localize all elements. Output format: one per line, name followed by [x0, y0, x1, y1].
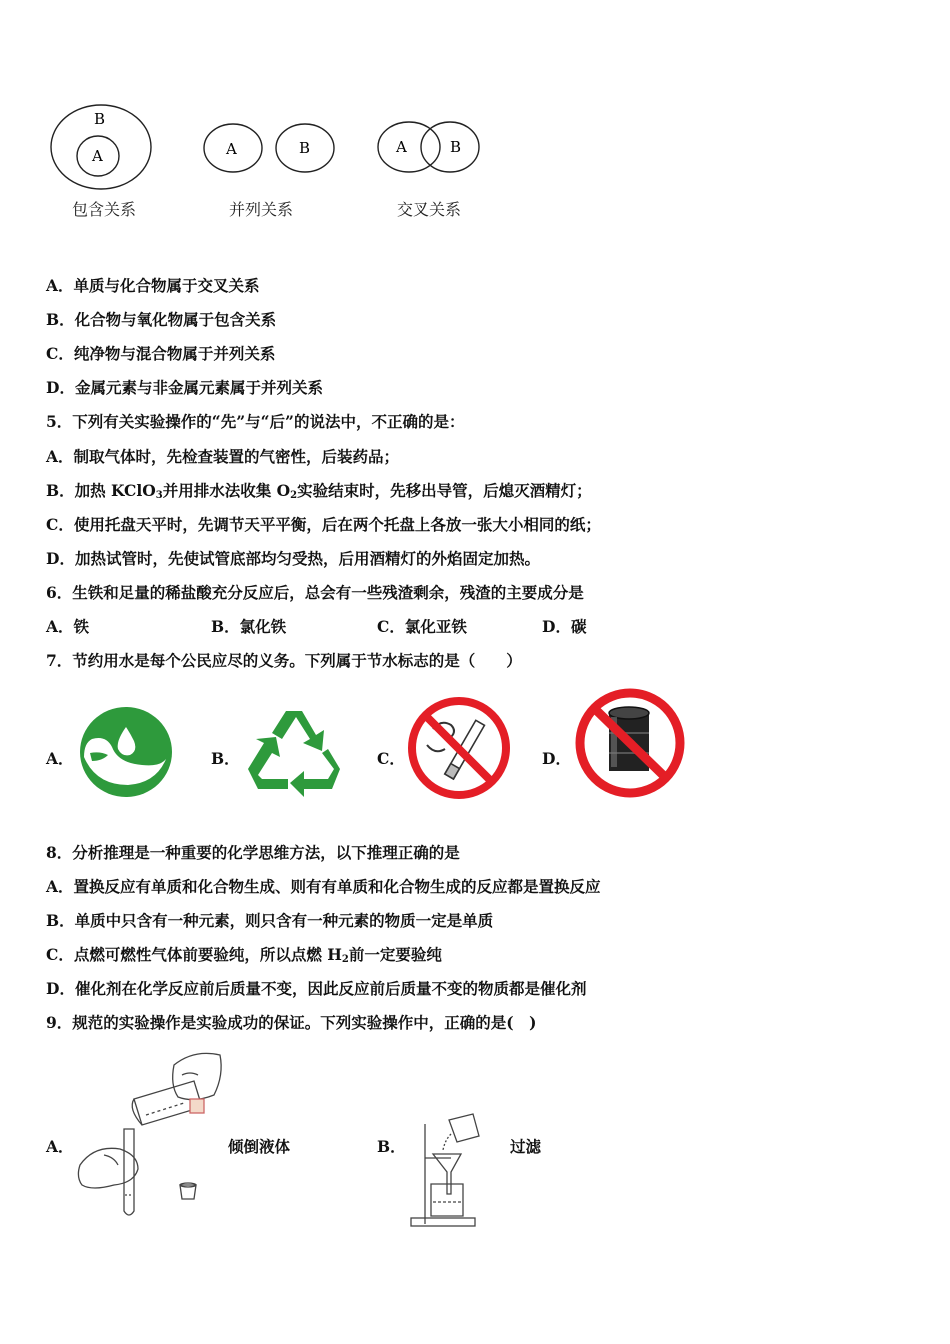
- q5-b-text-1: B．加热 KClO: [46, 481, 156, 500]
- q7-label-a: A．: [46, 749, 74, 768]
- q8-option-c: [46, 945, 442, 970]
- water-saving-logo: [78, 705, 174, 799]
- caption-inclusion: 包含关系: [72, 200, 137, 219]
- q8-c-text-1: C．点燃可燃性气体前要验纯，所以点燃 H: [46, 945, 342, 964]
- recycle-icon: [242, 705, 346, 799]
- q9-stem: 9．规范的实验操作是实验成功的保证。下列实验操作中，正确的是( ): [46, 1013, 537, 1032]
- q7-stem: 7．节约用水是每个公民应尽的义务。下列属于节水标志的是（ ）: [46, 651, 522, 670]
- caption-parallel: 并列关系: [229, 200, 294, 219]
- no-oil-barrel-icon: [573, 687, 687, 799]
- q9-caption-a: 倾倒液体: [228, 1137, 291, 1156]
- q6-stem: 6．生铁和足量的稀盐酸充分反应后，总会有一些残渣剩余，残渣的主要成分是: [46, 583, 584, 602]
- label-a: A: [92, 147, 103, 165]
- q7-label-c: C．: [377, 749, 405, 768]
- q8-option-b: B．单质中只含有一种元素，则只含有一种元素的物质一定是单质: [46, 911, 494, 930]
- q9-label-b: B．: [377, 1137, 406, 1156]
- no-smoking-icon: [405, 695, 513, 801]
- q5-b-text-2: 并用排水法收集 O: [162, 481, 291, 500]
- caption-intersection: 交叉关系: [397, 200, 462, 219]
- label-a: A: [226, 140, 237, 158]
- q5-option-a: A．制取气体时，先检查装置的气密性，后装药品；: [46, 447, 400, 466]
- label-b: B: [299, 139, 311, 157]
- q6-option-a: A．铁: [46, 617, 90, 636]
- q9-label-a: A．: [46, 1137, 74, 1156]
- q8-stem: 8．分析推理是一种重要的化学思维方法，以下推理正确的是: [46, 843, 460, 862]
- q7-label-b: B．: [211, 749, 240, 768]
- q8-c-sub: 2: [341, 954, 349, 965]
- q5-b-text-3: 实验结束时，先移出导管，后熄灭酒精灯；: [297, 481, 592, 500]
- q7-label-d: D．: [542, 749, 571, 768]
- q5-stem: 5．下列有关实验操作的“先”与“后”的说法中，不正确的是：: [46, 412, 465, 431]
- label-b: B: [94, 110, 106, 128]
- q6-option-c: C．氯化亚铁: [377, 617, 467, 636]
- q8-option-a: A．置换反应有单质和化合物生成、则有有单质和化合物生成的反应都是置换反应: [46, 877, 601, 896]
- q5-option-b: [46, 481, 592, 506]
- q4-option-d: D．金属元素与非金属元素属于并列关系: [46, 378, 323, 397]
- q5-option-d: D．加热试管时，先使试管底部均匀受热，后用酒精灯的外焰固定加热。: [46, 549, 540, 568]
- q6-option-b: B．氯化铁: [211, 617, 287, 636]
- filtration-illustration: [405, 1110, 495, 1235]
- label-b: B: [450, 138, 462, 156]
- q5-b-sub-1: 3: [155, 490, 163, 501]
- q5-b-sub-2: 2: [290, 490, 298, 501]
- q4-option-c: C．纯净物与混合物属于并列关系: [46, 344, 276, 363]
- pouring-liquid-illustration: [74, 1045, 234, 1225]
- q6-option-d: D．碳: [542, 617, 587, 636]
- label-a: A: [396, 138, 407, 156]
- q9-caption-b: 过滤: [510, 1137, 542, 1156]
- circle-a: [378, 122, 440, 172]
- q4-option-a: A．单质与化合物属于交叉关系: [46, 276, 260, 295]
- q8-c-text-2: 前一定要验纯: [348, 945, 442, 964]
- q5-option-c: C．使用托盘天平时，先调节天平平衡，后在两个托盘上各放一张大小相同的纸；: [46, 515, 601, 534]
- q8-option-d: D．催化剂在化学反应前后质量不变，因此反应前后质量不变的物质都是催化剂: [46, 979, 587, 998]
- q4-option-b: B．化合物与氧化物属于包含关系: [46, 310, 277, 329]
